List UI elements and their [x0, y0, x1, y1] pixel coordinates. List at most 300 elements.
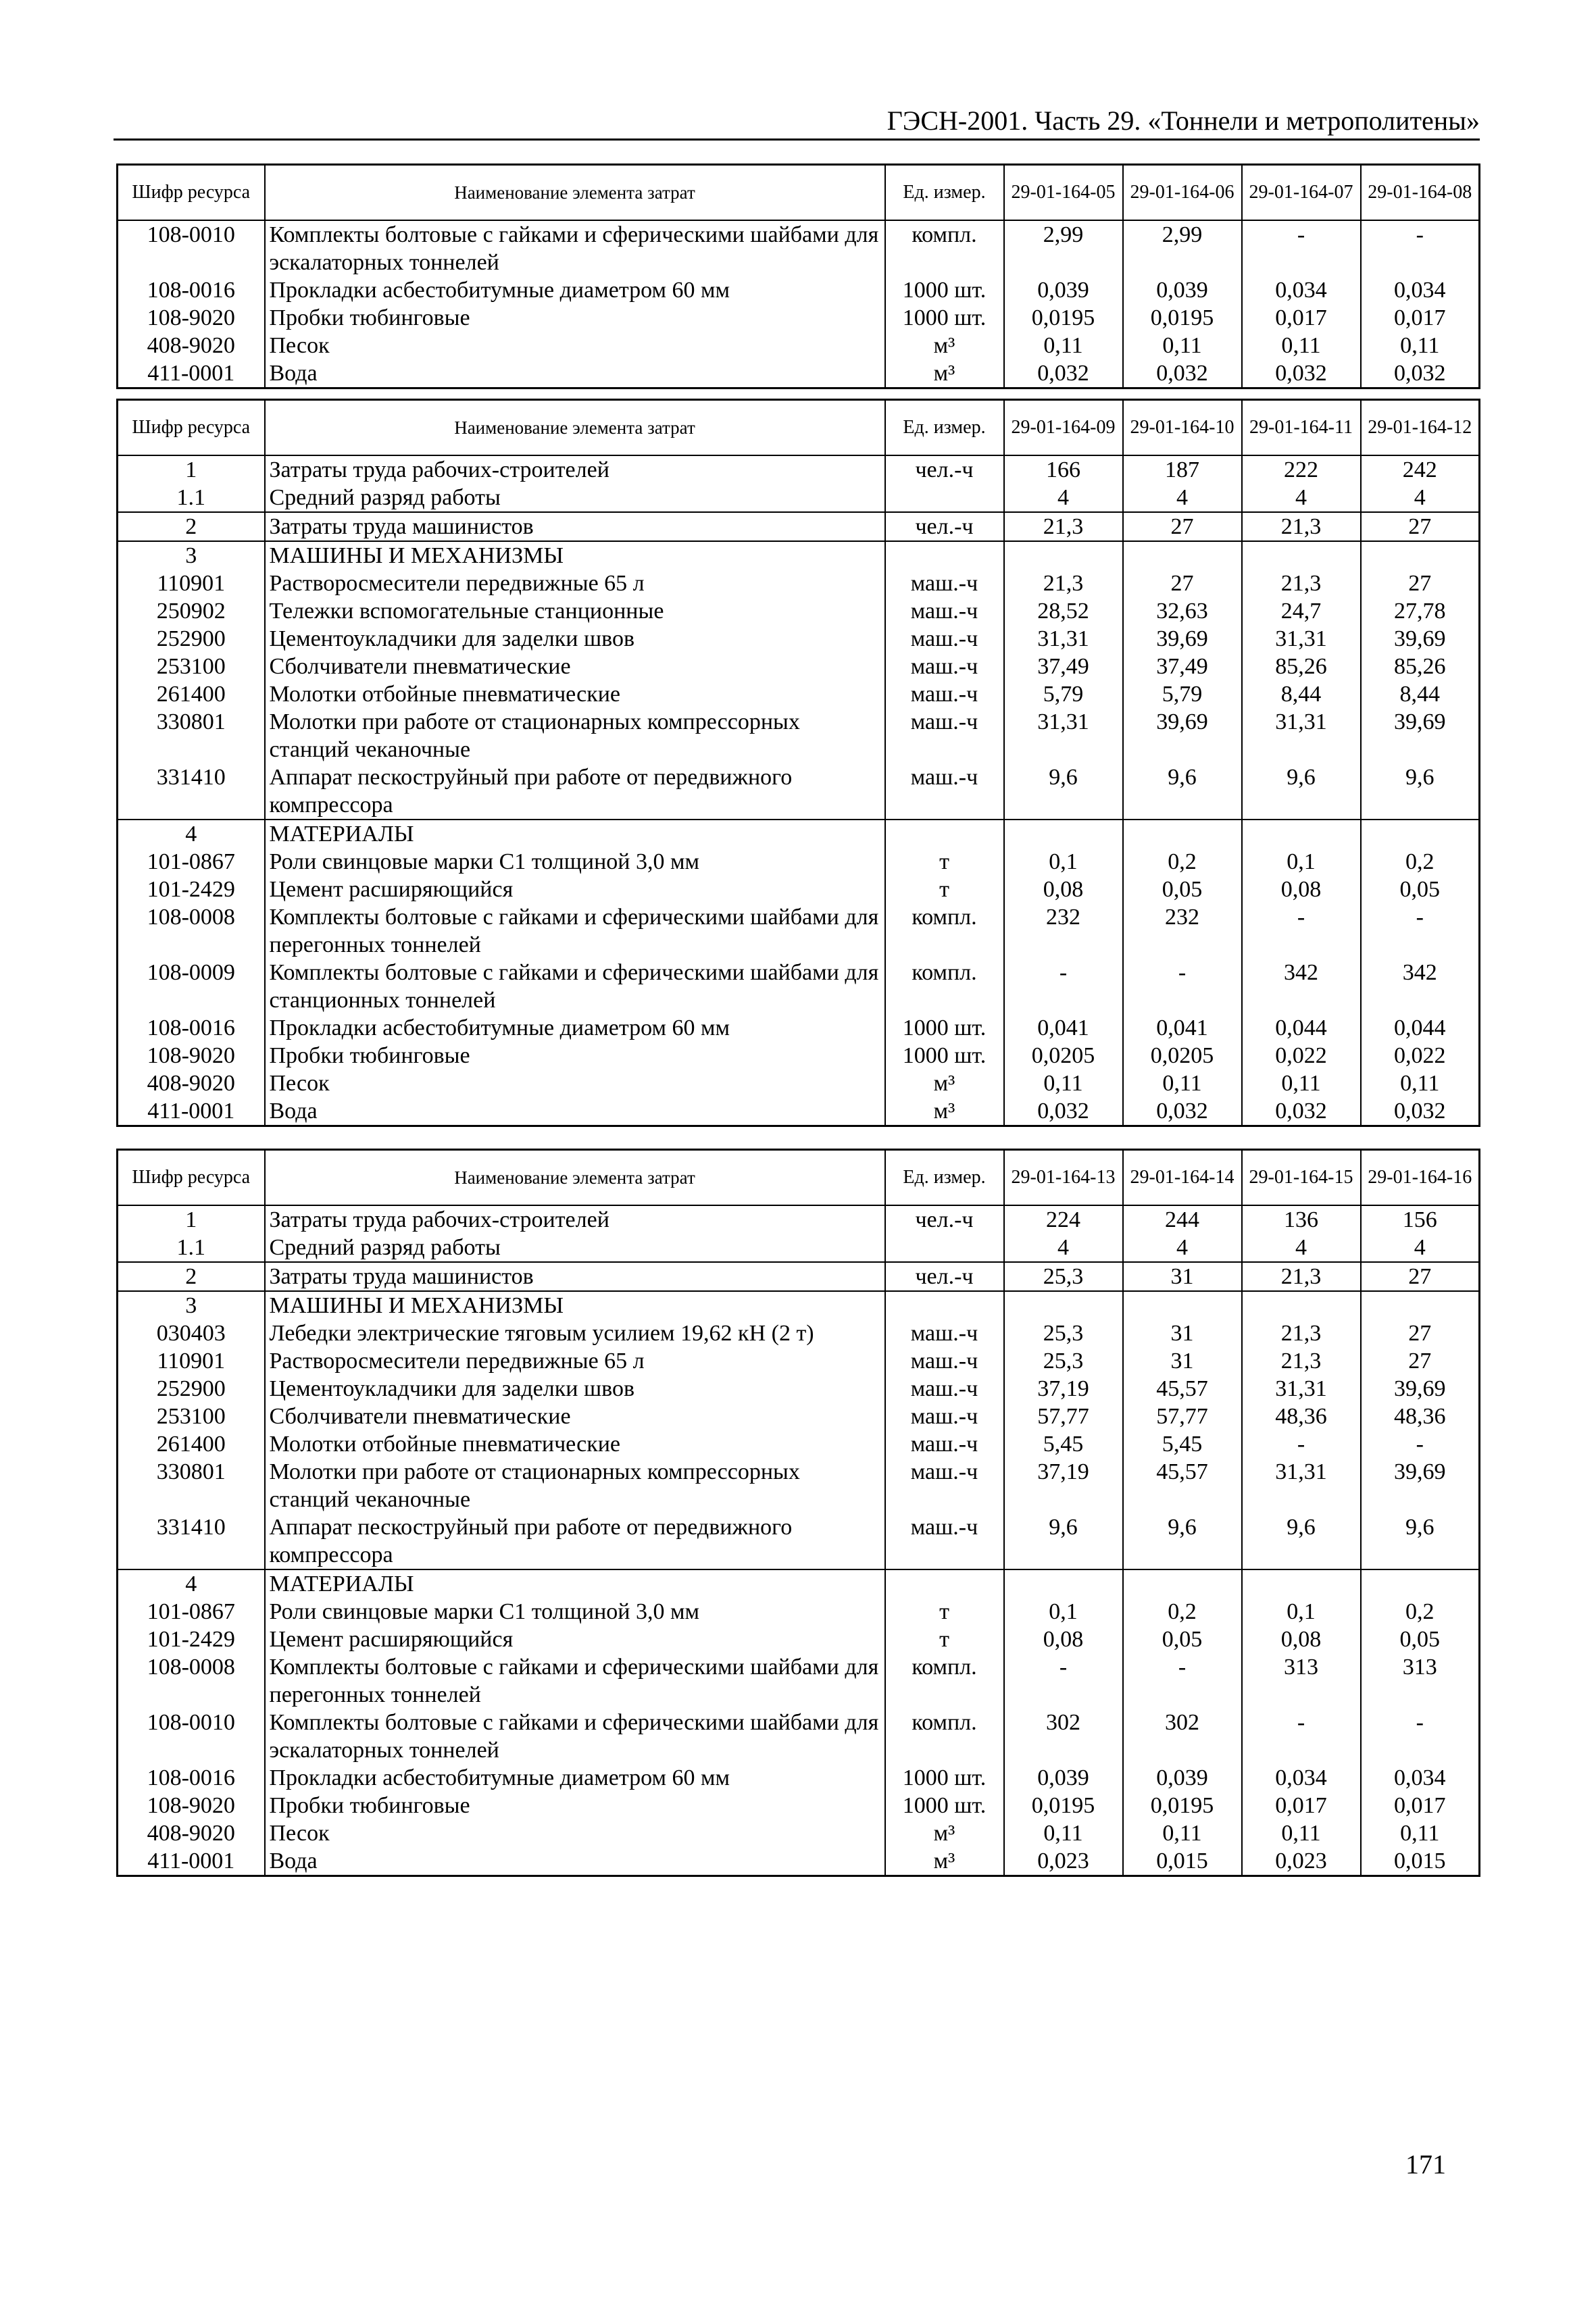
- norm-value: 21,3: [1242, 1319, 1361, 1347]
- norm-value: [1242, 541, 1361, 570]
- norm-value: 0,022: [1361, 1042, 1480, 1070]
- resource-code: 108-9020: [118, 304, 265, 332]
- norm-value: 224: [1004, 1205, 1123, 1234]
- header-norm-code: 29-01-164-07: [1242, 165, 1361, 220]
- norm-value: 9,6: [1361, 1513, 1480, 1569]
- norm-value: 24,7: [1242, 597, 1361, 625]
- norm-value: [1361, 1569, 1480, 1598]
- unit-of-measure: м³: [885, 1819, 1004, 1847]
- norm-value: 28,52: [1004, 597, 1123, 625]
- unit-of-measure: чел.-ч: [885, 455, 1004, 484]
- cost-item-name: Пробки тюбинговые: [265, 304, 885, 332]
- cost-item-name: Прокладки асбестобитумные диаметром 60 мм: [265, 1014, 885, 1042]
- table-row: [118, 820, 1480, 848]
- unit-of-measure: маш.-ч: [885, 680, 1004, 708]
- page-header-title: ГЭСН-2001. Часть 29. «Тоннели и метрополитены»: [887, 105, 1480, 136]
- norm-value: 0,039: [1123, 276, 1242, 304]
- table-row: [118, 876, 1480, 903]
- norm-value: 4: [1361, 484, 1480, 512]
- norm-value: 0,0195: [1004, 304, 1123, 332]
- norm-value: 9,6: [1242, 1513, 1361, 1569]
- norm-value: 0,032: [1361, 359, 1480, 388]
- unit-of-measure: [885, 820, 1004, 848]
- resource-code: 1.1: [118, 484, 265, 512]
- resource-code: 252900: [118, 625, 265, 653]
- header-norm-code: 29-01-164-14: [1123, 1150, 1242, 1205]
- table-row: [118, 484, 1480, 512]
- norm-value: 0,015: [1123, 1847, 1242, 1876]
- norm-value: 313: [1361, 1653, 1480, 1709]
- norm-value: 0,034: [1361, 1764, 1480, 1792]
- norm-value: 4: [1123, 1234, 1242, 1262]
- table-row: [118, 541, 1480, 570]
- cost-item-name: Пробки тюбинговые: [265, 1042, 885, 1070]
- header-code: Шифр ресурса: [118, 165, 265, 220]
- cost-item-name: Прокладки асбестобитумные диаметром 60 мм: [265, 1764, 885, 1792]
- unit-of-measure: чел.-ч: [885, 1262, 1004, 1291]
- norm-value: -: [1242, 1709, 1361, 1764]
- norm-value: [1123, 820, 1242, 848]
- table-row: [118, 455, 1480, 484]
- cost-item-name: Песок: [265, 1070, 885, 1097]
- norm-value: 0,032: [1004, 1097, 1123, 1126]
- unit-of-measure: 1000 шт.: [885, 304, 1004, 332]
- norm-value: 27: [1123, 512, 1242, 541]
- table-row: [118, 1569, 1480, 1598]
- resource-code: 411-0001: [118, 359, 265, 388]
- resource-code: 331410: [118, 763, 265, 820]
- norm-value: 0,05: [1123, 876, 1242, 903]
- norm-value: 9,6: [1242, 763, 1361, 820]
- table-row: [118, 1291, 1480, 1319]
- cost-item-name: Песок: [265, 332, 885, 359]
- resource-code: 253100: [118, 1403, 265, 1430]
- norm-value: 0,034: [1242, 276, 1361, 304]
- header-unit: Ед. измер.: [885, 165, 1004, 220]
- table-row: [118, 653, 1480, 680]
- cost-item-name: Цемент расширяющийся: [265, 876, 885, 903]
- norm-value: 302: [1123, 1709, 1242, 1764]
- norm-value: 166: [1004, 455, 1123, 484]
- header-norm-code: 29-01-164-15: [1242, 1150, 1361, 1205]
- norm-value: 0,023: [1242, 1847, 1361, 1876]
- table-row: [118, 1042, 1480, 1070]
- norm-value: 37,49: [1123, 653, 1242, 680]
- norm-value: 0,044: [1242, 1014, 1361, 1042]
- norm-value: [1242, 1291, 1361, 1319]
- norm-value: 0,08: [1004, 1626, 1123, 1653]
- norm-value: 0,0205: [1004, 1042, 1123, 1070]
- norm-value: 0,05: [1361, 1626, 1480, 1653]
- resource-code: 250902: [118, 597, 265, 625]
- norm-value: 0,11: [1004, 1819, 1123, 1847]
- norm-value: 31: [1123, 1262, 1242, 1291]
- norm-value: 85,26: [1361, 653, 1480, 680]
- header-unit: Ед. измер.: [885, 400, 1004, 455]
- norm-value: 0,032: [1123, 359, 1242, 388]
- table-header-row: [118, 400, 1480, 455]
- cost-item-name: Комплекты болтовые с гайками и сферическими шайбами для эскалаторных тоннелей: [265, 220, 885, 276]
- norm-value: 156: [1361, 1205, 1480, 1234]
- norm-value: 8,44: [1361, 680, 1480, 708]
- norm-value: 2,99: [1123, 220, 1242, 276]
- resource-code: 1: [118, 455, 265, 484]
- norm-value: 39,69: [1361, 1375, 1480, 1403]
- unit-of-measure: [885, 541, 1004, 570]
- table-row: [118, 1764, 1480, 1792]
- resource-code: 411-0001: [118, 1097, 265, 1126]
- norm-value: [1004, 541, 1123, 570]
- norm-value: 9,6: [1004, 1513, 1123, 1569]
- norm-value: 0,08: [1242, 1626, 1361, 1653]
- unit-of-measure: маш.-ч: [885, 1403, 1004, 1430]
- unit-of-measure: маш.-ч: [885, 625, 1004, 653]
- norm-value: [1361, 1291, 1480, 1319]
- norm-value: 0,1: [1004, 848, 1123, 876]
- cost-item-name: Молотки отбойные пневматические: [265, 1430, 885, 1458]
- norm-value: 5,45: [1004, 1430, 1123, 1458]
- norm-value: 31: [1123, 1347, 1242, 1375]
- norm-value: 4: [1361, 1234, 1480, 1262]
- resource-code: 108-0009: [118, 959, 265, 1014]
- table-row: [118, 304, 1480, 332]
- norm-value: -: [1361, 1430, 1480, 1458]
- unit-of-measure: 1000 шт.: [885, 1042, 1004, 1070]
- norm-value: 0,015: [1361, 1847, 1480, 1876]
- cost-item-name: МАТЕРИАЛЫ: [265, 820, 885, 848]
- unit-of-measure: 1000 шт.: [885, 1764, 1004, 1792]
- table-row: [118, 708, 1480, 763]
- norms-table-1: [116, 164, 1480, 389]
- cost-item-name: Цементоукладчики для заделки швов: [265, 1375, 885, 1403]
- norm-value: 0,041: [1123, 1014, 1242, 1042]
- norm-value: 31,31: [1004, 625, 1123, 653]
- norm-value: 0,2: [1361, 848, 1480, 876]
- norm-value: 0,022: [1242, 1042, 1361, 1070]
- cost-item-name: Молотки при работе от стационарных компрессорных станций чеканочные: [265, 708, 885, 763]
- norms-table-3: [116, 1149, 1480, 1877]
- header-norm-code: 29-01-164-09: [1004, 400, 1123, 455]
- unit-of-measure: т: [885, 1626, 1004, 1653]
- table-row: [118, 220, 1480, 276]
- unit-of-measure: [885, 1291, 1004, 1319]
- unit-of-measure: т: [885, 1598, 1004, 1626]
- table-row: [118, 359, 1480, 388]
- norm-value: -: [1004, 959, 1123, 1014]
- cost-item-name: Прокладки асбестобитумные диаметром 60 мм: [265, 276, 885, 304]
- resource-code: 2: [118, 512, 265, 541]
- norm-value: [1004, 820, 1123, 848]
- unit-of-measure: т: [885, 848, 1004, 876]
- resource-code: 101-2429: [118, 876, 265, 903]
- resource-code: 3: [118, 541, 265, 570]
- resource-code: 331410: [118, 1513, 265, 1569]
- table-row: [118, 1262, 1480, 1291]
- cost-item-name: Комплекты болтовые с гайками и сферическими шайбами для перегонных тоннелей: [265, 903, 885, 959]
- unit-of-measure: м³: [885, 332, 1004, 359]
- unit-of-measure: 1000 шт.: [885, 276, 1004, 304]
- norm-value: 4: [1242, 1234, 1361, 1262]
- norm-value: 0,11: [1004, 1070, 1123, 1097]
- resource-code: 108-0016: [118, 1014, 265, 1042]
- unit-of-measure: маш.-ч: [885, 1513, 1004, 1569]
- norm-value: 45,57: [1123, 1375, 1242, 1403]
- norm-value: 0,2: [1123, 848, 1242, 876]
- norm-value: 39,69: [1361, 625, 1480, 653]
- norm-value: -: [1361, 903, 1480, 959]
- unit-of-measure: м³: [885, 1097, 1004, 1126]
- table-row: [118, 1458, 1480, 1513]
- norm-value: 0,034: [1242, 1764, 1361, 1792]
- norm-value: [1361, 541, 1480, 570]
- header-code: Шифр ресурса: [118, 400, 265, 455]
- norm-value: 37,19: [1004, 1375, 1123, 1403]
- resource-code: 4: [118, 1569, 265, 1598]
- norm-value: 342: [1242, 959, 1361, 1014]
- norm-value: 25,3: [1004, 1347, 1123, 1375]
- norm-value: 37,49: [1004, 653, 1123, 680]
- resource-code: 1.1: [118, 1234, 265, 1262]
- cost-item-name: Средний разряд работы: [265, 1234, 885, 1262]
- table-row: [118, 1319, 1480, 1347]
- cost-item-name: Молотки при работе от стационарных компрессорных станций чеканочные: [265, 1458, 885, 1513]
- table-row: [118, 276, 1480, 304]
- resource-code: 4: [118, 820, 265, 848]
- table-row: [118, 848, 1480, 876]
- norm-value: 4: [1123, 484, 1242, 512]
- header-norm-code: 29-01-164-10: [1123, 400, 1242, 455]
- norm-value: [1004, 1291, 1123, 1319]
- norm-value: 4: [1004, 1234, 1123, 1262]
- norm-value: 187: [1123, 455, 1242, 484]
- norm-value: 25,3: [1004, 1319, 1123, 1347]
- table-row: [118, 763, 1480, 820]
- norm-value: 0,2: [1123, 1598, 1242, 1626]
- cost-item-name: Сболчиватели пневматические: [265, 653, 885, 680]
- unit-of-measure: маш.-ч: [885, 1319, 1004, 1347]
- norm-value: 31: [1123, 1319, 1242, 1347]
- norm-value: [1242, 1569, 1361, 1598]
- table-row: [118, 1014, 1480, 1042]
- unit-of-measure: [885, 484, 1004, 512]
- norm-value: 39,69: [1361, 1458, 1480, 1513]
- norm-value: 0,017: [1361, 304, 1480, 332]
- table-row: [118, 1097, 1480, 1126]
- cost-item-name: Растворосмесители передвижные 65 л: [265, 570, 885, 597]
- norm-value: 27: [1361, 512, 1480, 541]
- cost-item-name: Пробки тюбинговые: [265, 1792, 885, 1819]
- table-row: [118, 1847, 1480, 1876]
- norm-value: 21,3: [1242, 1347, 1361, 1375]
- resource-code: 110901: [118, 1347, 265, 1375]
- resource-code: 108-0016: [118, 276, 265, 304]
- resource-code: 411-0001: [118, 1847, 265, 1876]
- norm-value: [1123, 1569, 1242, 1598]
- unit-of-measure: т: [885, 876, 1004, 903]
- norm-value: 0,11: [1123, 1070, 1242, 1097]
- cost-item-name: МАШИНЫ И МЕХАНИЗМЫ: [265, 1291, 885, 1319]
- table-header-row: [118, 165, 1480, 220]
- unit-of-measure: м³: [885, 1070, 1004, 1097]
- unit-of-measure: компл.: [885, 1653, 1004, 1709]
- cost-item-name: Затраты труда рабочих-строителей: [265, 1205, 885, 1234]
- norm-value: 222: [1242, 455, 1361, 484]
- unit-of-measure: маш.-ч: [885, 1430, 1004, 1458]
- unit-of-measure: маш.-ч: [885, 1458, 1004, 1513]
- norm-value: 0,05: [1123, 1626, 1242, 1653]
- resource-code: 108-0010: [118, 1709, 265, 1764]
- table-row: [118, 512, 1480, 541]
- resource-code: 108-0010: [118, 220, 265, 276]
- unit-of-measure: компл.: [885, 903, 1004, 959]
- norm-value: 9,6: [1004, 763, 1123, 820]
- cost-item-name: Комплекты болтовые с гайками и сферическими шайбами для перегонных тоннелей: [265, 1653, 885, 1709]
- resource-code: 330801: [118, 708, 265, 763]
- norm-value: 21,3: [1242, 1262, 1361, 1291]
- header-name: Наименование элемента затрат: [265, 400, 885, 455]
- norm-value: 0,0195: [1004, 1792, 1123, 1819]
- norm-value: 31,31: [1242, 625, 1361, 653]
- norm-value: 0,032: [1361, 1097, 1480, 1126]
- unit-of-measure: [885, 1569, 1004, 1598]
- norm-value: 2,99: [1004, 220, 1123, 276]
- cost-item-name: Сболчиватели пневматические: [265, 1403, 885, 1430]
- unit-of-measure: 1000 шт.: [885, 1792, 1004, 1819]
- norm-value: 9,6: [1123, 763, 1242, 820]
- header-norm-code: 29-01-164-16: [1361, 1150, 1480, 1205]
- norm-value: [1004, 1569, 1123, 1598]
- unit-of-measure: [885, 1234, 1004, 1262]
- cost-item-name: МАТЕРИАЛЫ: [265, 1569, 885, 1598]
- norm-value: 85,26: [1242, 653, 1361, 680]
- norm-value: [1361, 820, 1480, 848]
- norm-value: 8,44: [1242, 680, 1361, 708]
- cost-item-name: Роли свинцовые марки С1 толщиной 3,0 мм: [265, 1598, 885, 1626]
- norm-value: 45,57: [1123, 1458, 1242, 1513]
- norm-value: 0,017: [1242, 1792, 1361, 1819]
- norm-value: 232: [1123, 903, 1242, 959]
- norm-value: -: [1242, 903, 1361, 959]
- norm-value: 5,45: [1123, 1430, 1242, 1458]
- norm-value: 21,3: [1004, 512, 1123, 541]
- norm-value: 9,6: [1361, 763, 1480, 820]
- cost-item-name: Аппарат пескоструйный при работе от передвижного компрессора: [265, 1513, 885, 1569]
- norm-value: 0,034: [1361, 276, 1480, 304]
- table-row: [118, 1205, 1480, 1234]
- header-norm-code: 29-01-164-05: [1004, 165, 1123, 220]
- table-row: [118, 1626, 1480, 1653]
- norm-value: 0,2: [1361, 1598, 1480, 1626]
- cost-item-name: Роли свинцовые марки С1 толщиной 3,0 мм: [265, 848, 885, 876]
- norm-value: 0,032: [1123, 1097, 1242, 1126]
- unit-of-measure: маш.-ч: [885, 763, 1004, 820]
- resource-code: 101-2429: [118, 1626, 265, 1653]
- resource-code: 2: [118, 1262, 265, 1291]
- norm-value: 0,0195: [1123, 1792, 1242, 1819]
- resource-code: 110901: [118, 570, 265, 597]
- norm-value: 313: [1242, 1653, 1361, 1709]
- unit-of-measure: компл.: [885, 1709, 1004, 1764]
- norm-value: 0,032: [1242, 1097, 1361, 1126]
- norm-value: 37,19: [1004, 1458, 1123, 1513]
- table-row: [118, 1513, 1480, 1569]
- norm-value: 0,11: [1242, 332, 1361, 359]
- norm-value: 39,69: [1361, 708, 1480, 763]
- norms-table-2: [116, 399, 1480, 1127]
- norm-value: -: [1242, 1430, 1361, 1458]
- table-row: [118, 680, 1480, 708]
- norm-value: 32,63: [1123, 597, 1242, 625]
- cost-item-name: Затраты труда рабочих-строителей: [265, 455, 885, 484]
- norm-value: 57,77: [1004, 1403, 1123, 1430]
- resource-code: 261400: [118, 1430, 265, 1458]
- resource-code: 408-9020: [118, 332, 265, 359]
- table-row: [118, 597, 1480, 625]
- norm-value: 0,11: [1123, 1819, 1242, 1847]
- table-row: [118, 1375, 1480, 1403]
- norm-value: 0,1: [1242, 848, 1361, 876]
- resource-code: 330801: [118, 1458, 265, 1513]
- norm-value: 0,032: [1004, 359, 1123, 388]
- table-row: [118, 1792, 1480, 1819]
- norm-value: 242: [1361, 455, 1480, 484]
- norm-value: 21,3: [1242, 512, 1361, 541]
- norm-value: 27,78: [1361, 597, 1480, 625]
- norm-value: 39,69: [1123, 708, 1242, 763]
- norm-value: 31,31: [1242, 708, 1361, 763]
- resource-code: 261400: [118, 680, 265, 708]
- header-name: Наименование элемента затрат: [265, 1150, 885, 1205]
- norm-value: -: [1242, 220, 1361, 276]
- norm-value: 0,044: [1361, 1014, 1480, 1042]
- resource-code: 3: [118, 1291, 265, 1319]
- header-norm-code: 29-01-164-06: [1123, 165, 1242, 220]
- norm-value: 31,31: [1242, 1458, 1361, 1513]
- norm-value: 0,08: [1242, 876, 1361, 903]
- resource-code: 108-9020: [118, 1792, 265, 1819]
- header-norm-code: 29-01-164-08: [1361, 165, 1480, 220]
- norm-value: 0,032: [1242, 359, 1361, 388]
- cost-item-name: Затраты труда машинистов: [265, 1262, 885, 1291]
- norm-value: 0,11: [1004, 332, 1123, 359]
- table-row: [118, 1598, 1480, 1626]
- norm-value: -: [1123, 959, 1242, 1014]
- header-norm-code: 29-01-164-13: [1004, 1150, 1123, 1205]
- header-norm-code: 29-01-164-12: [1361, 400, 1480, 455]
- norm-value: 0,11: [1361, 1070, 1480, 1097]
- unit-of-measure: чел.-ч: [885, 512, 1004, 541]
- resource-code: 252900: [118, 1375, 265, 1403]
- resource-code: 253100: [118, 653, 265, 680]
- header-code: Шифр ресурса: [118, 1150, 265, 1205]
- resource-code: 101-0867: [118, 848, 265, 876]
- norm-value: 0,0205: [1123, 1042, 1242, 1070]
- table-row: [118, 1070, 1480, 1097]
- cost-item-name: Затраты труда машинистов: [265, 512, 885, 541]
- norm-value: [1123, 1291, 1242, 1319]
- cost-item-name: Цементоукладчики для заделки швов: [265, 625, 885, 653]
- norm-value: 0,11: [1361, 1819, 1480, 1847]
- norm-value: 48,36: [1242, 1403, 1361, 1430]
- norm-value: 0,1: [1242, 1598, 1361, 1626]
- norm-value: 232: [1004, 903, 1123, 959]
- norm-value: 21,3: [1242, 570, 1361, 597]
- resource-code: 108-0016: [118, 1764, 265, 1792]
- norm-value: -: [1361, 220, 1480, 276]
- norm-value: 342: [1361, 959, 1480, 1014]
- table-row: [118, 903, 1480, 959]
- table-row: [118, 1430, 1480, 1458]
